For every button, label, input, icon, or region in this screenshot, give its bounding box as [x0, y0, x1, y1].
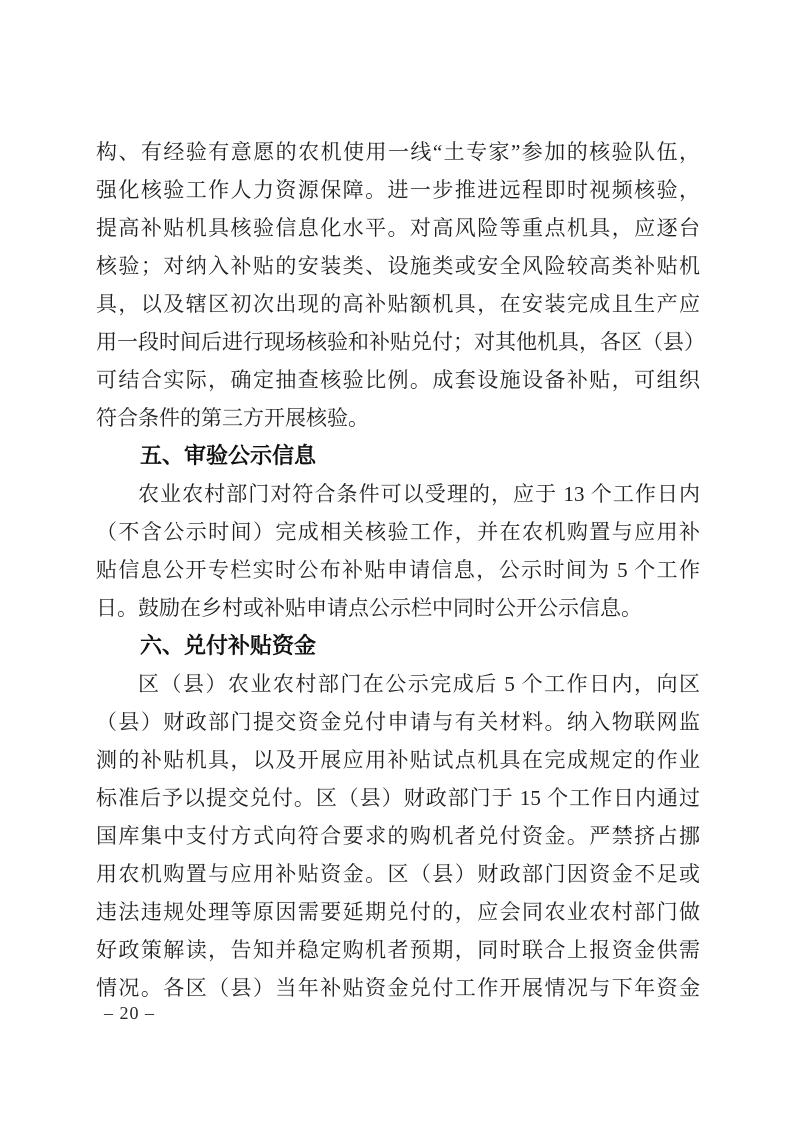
body-text-line: 核验；对纳入补贴的安装类、设施类或安全风险较高类补贴机 — [96, 254, 700, 278]
body-text-line: 贴信息公开专栏实时公布补贴申请信息，公示时间为 5 个工作 — [96, 558, 700, 582]
body-text-line: 强化核验工作人力资源保障。进一步推进远程即时视频核验， — [96, 178, 700, 202]
body-text-line: 构、有经验有意愿的农机使用一线“土专家”参加的核验队伍， — [96, 140, 700, 164]
body-text-line: 提高补贴机具核验信息化水平。对高风险等重点机具，应逐台 — [96, 216, 700, 240]
body-text-line: 测的补贴机具，以及开展应用补贴试点机具在完成规定的作业 — [96, 748, 700, 772]
body-text-line: （县）财政部门提交资金兑付申请与有关材料。纳入物联网监 — [96, 710, 700, 734]
page-number: – 20 – — [104, 1003, 155, 1023]
body-text-line: 情况。各区（县）当年补贴资金兑付工作开展情况与下年资金 — [96, 976, 700, 1000]
section-heading-6: 六、兑付补贴资金 — [140, 633, 317, 658]
body-text-line: （不含公示时间）完成相关核验工作，并在农机购置与应用补 — [96, 520, 700, 544]
section-heading-5: 五、审验公示信息 — [140, 443, 317, 468]
document-body — [96, 133, 705, 1007]
body-text-line: 标准后予以提交兑付。区（县）财政部门于 15 个工作日内通过 — [96, 786, 700, 810]
body-text-line: 国库集中支付方式向符合要求的购机者兑付资金。严禁挤占挪 — [96, 824, 700, 848]
body-text-line: 好政策解读，告知并稳定购机者预期，同时联合上报资金供需 — [96, 938, 700, 962]
body-text-line: 区（县）农业农村部门在公示完成后 5 个工作日内，向区 — [138, 672, 700, 696]
body-text-line: 违法违规处理等原因需要延期兑付的，应会同农业农村部门做 — [96, 900, 700, 924]
body-text-line: 具，以及辖区初次出现的高补贴额机具，在安装完成且生产应 — [96, 292, 700, 316]
body-text-line: 日。鼓励在乡村或补贴申请点公示栏中同时公开公示信息。 — [96, 596, 642, 620]
body-text-line: 用农机购置与应用补贴资金。区（县）财政部门因资金不足或 — [96, 862, 700, 886]
body-text-line: 符合条件的第三方开展核验。 — [96, 406, 369, 430]
body-text-line: 用一段时间后进行现场核验和补贴兑付；对其他机具，各区（县） — [96, 330, 705, 354]
body-text-line: 农业农村部门对符合条件可以受理的，应于 13 个工作日内 — [138, 482, 700, 506]
body-text-line: 可结合实际，确定抽查核验比例。成套设施设备补贴，可组织 — [96, 368, 700, 392]
